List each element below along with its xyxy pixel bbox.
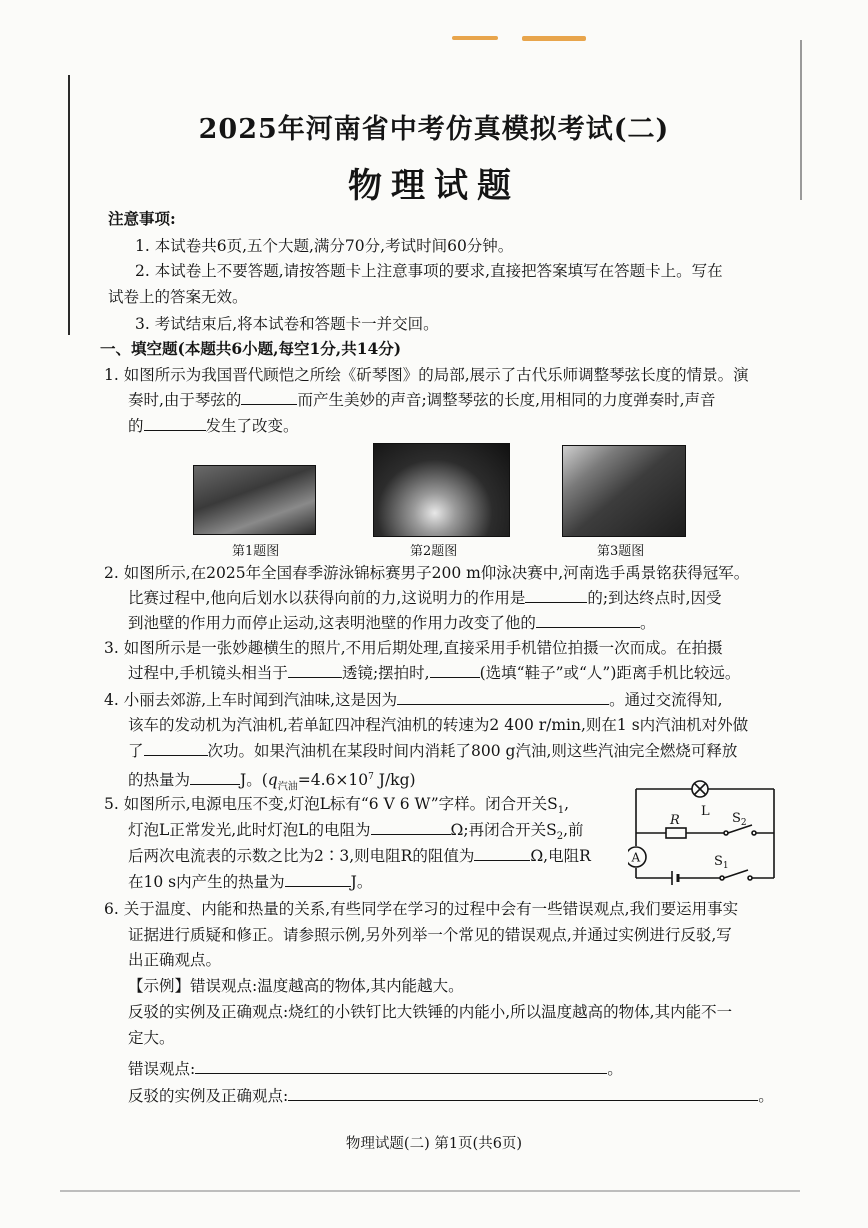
q4-line: 该车的发动机为汽油机,若单缸四冲程汽油机的转速为2 400 r/min,则在1 s内汽油机对外做: [128, 716, 749, 734]
q5-text: 后两次电流表的示数之比为2∶3,则电阻R的阻值为: [128, 847, 475, 865]
notes-heading: 注意事项:: [108, 209, 176, 228]
q3-text: 透镜;摆拍时,: [341, 664, 430, 682]
q5-line: [128, 845, 591, 867]
q1-line: [128, 389, 716, 411]
figure-3-caption: 第3题图: [597, 544, 645, 559]
q-subscript: 汽油: [277, 781, 298, 793]
q3-text: (选填“鞋子”或“人”)距离手机比较远。: [479, 664, 741, 682]
q4-exponent: 7: [368, 772, 374, 782]
section-heading: 一、填空题(本题共6小题,每空1分,共14分): [100, 339, 402, 358]
q6-text: 。: [758, 1087, 774, 1105]
circuit-diagram: [628, 775, 780, 891]
answer-blank[interactable]: [474, 845, 530, 861]
switch-contact: [752, 831, 756, 835]
q2-line: [128, 612, 655, 634]
q2-text: 的;到达终点时,因受: [587, 589, 722, 607]
answer-blank[interactable]: [190, 769, 240, 785]
resistor-label: R: [670, 813, 680, 828]
q5-subscript: 1: [557, 805, 565, 817]
q1-text: 发生了改变。: [205, 417, 299, 435]
answer-blank[interactable]: [525, 587, 587, 603]
page-bottom-edge: [60, 1190, 800, 1192]
exam-title: 2025年河南省中考仿真模拟考试(二): [198, 114, 670, 145]
q5-text: J。: [350, 873, 373, 891]
figure-3-photo: [562, 445, 686, 537]
q2-line: 2. 如图所示,在2025年全国春季游泳锦标赛男子200 m仰泳决赛中,河南选手禹景铭获得冠军。: [104, 564, 750, 582]
switch-s2-label: [732, 811, 747, 828]
figure-1-caption: 第1题图: [232, 544, 280, 559]
q6-text: 错误观点:: [128, 1060, 196, 1078]
note-3: 3. 考试结束后,将本试卷和答题卡一并交回。: [135, 315, 439, 333]
q6-text: 反驳的实例及正确观点:: [128, 1087, 289, 1105]
note-2: 2. 本试卷上不要答题,请按答题卡上注意事项的要求,直接把答案填写在答题卡上。写在: [135, 262, 723, 280]
q5-text: 在10 s内产生的热量为: [128, 873, 285, 891]
figure-2-photo: [373, 443, 510, 537]
switch-contact: [720, 876, 724, 880]
q5-line: [104, 793, 569, 822]
answer-blank[interactable]: [430, 662, 480, 678]
q4-text: 了: [128, 742, 144, 760]
q1-line: [128, 415, 299, 437]
q4-line: [128, 740, 737, 762]
q3-line: [128, 662, 740, 684]
q5-text: ,前: [563, 821, 584, 839]
q2-line: [128, 587, 722, 609]
switch-s1-subscript: 1: [722, 861, 729, 871]
q6-line: [128, 1058, 623, 1080]
q5-text: 灯泡L正常发光,此时灯泡L的电阻为: [128, 821, 371, 839]
figure-2-caption: 第2题图: [410, 544, 458, 559]
q4-text: 次功。如果汽油机在某段时间内消耗了800 g汽油,则这些汽油完全燃烧可释放: [207, 742, 738, 760]
subject-title: 物理试题: [348, 166, 520, 206]
switch-s1-letter: S: [714, 854, 723, 869]
q1-text: 而产生美妙的声音;调整琴弦的长度,用相同的力度弹奏时,声音: [297, 391, 716, 409]
q5-line: [128, 871, 372, 893]
answer-blank[interactable]: [371, 819, 451, 835]
lamp-label: L: [701, 804, 710, 819]
q6-text: 。: [607, 1060, 623, 1078]
q5-text: 5. 如图所示,电源电压不变,灯泡L标有“6 V 6 W”字样。闭合开关S: [104, 795, 558, 813]
q2-text: 到池壁的作用力而停止运动,这表明池壁的作用力改变了他的: [128, 614, 536, 632]
answer-blank[interactable]: [144, 740, 208, 756]
switch-s1-label: [714, 854, 729, 871]
q3-line: 3. 如图所示是一张妙趣横生的照片,不用后期处理,直接采用手机错位拍摄一次而成。在拍摄: [104, 639, 723, 657]
answer-blank[interactable]: [536, 612, 640, 628]
switch-s2-letter: S: [732, 811, 741, 826]
orange-mark: [522, 36, 586, 41]
q3-text: 过程中,手机镜头相当于: [128, 664, 288, 682]
q6-line: 证据进行质疑和修正。请参照示例,另外列举一个常见的错误观点,并通过实例进行反驳,写: [128, 926, 732, 944]
q5-text: ,: [564, 795, 570, 813]
resistor-icon: [666, 828, 686, 838]
switch-s2-subscript: 2: [740, 818, 747, 828]
q4-text: J。(: [240, 771, 268, 790]
q5-text: Ω,电阻R: [530, 847, 591, 865]
q5-line: [128, 819, 584, 848]
answer-blank[interactable]: [288, 662, 342, 678]
ammeter-label: A: [631, 850, 641, 865]
q1-text: 奏时,由于琴弦的: [128, 391, 242, 409]
switch-contact: [724, 831, 728, 835]
q6-example: 【示例】错误观点:温度越高的物体,其内能越大。: [128, 977, 464, 995]
q4-text: 的热量为: [128, 771, 191, 790]
q6-line: 反驳的实例及正确观点:烧红的小铁钉比大铁锤的内能小,所以温度越高的物体,其内能不一: [128, 1003, 733, 1021]
q4-text: 4. 小丽去郊游,上车时闻到汽油味,这是因为: [104, 691, 398, 709]
q1-line: 1. 如图所示为我国晋代顾恺之所绘《斫琴图》的局部,展示了古代乐师调整琴弦长度的情景。演: [104, 366, 749, 384]
orange-mark: [452, 36, 498, 40]
q6-line: [128, 1085, 774, 1107]
q1-text: 的: [128, 417, 144, 435]
note-2-cont: 试卷上的答案无效。: [108, 288, 248, 306]
answer-blank[interactable]: [397, 689, 609, 705]
q6-line: 定大。: [128, 1029, 175, 1047]
q4-text: 。通过交流得知,: [609, 691, 723, 709]
note-1: 1. 本试卷共6页,五个大题,满分70分,考试时间60分钟。: [135, 237, 514, 255]
q6-line: 出正确观点。: [128, 951, 222, 969]
q-symbol: q: [267, 771, 278, 790]
answer-blank[interactable]: [144, 415, 206, 431]
answer-blank[interactable]: [241, 389, 297, 405]
answer-blank[interactable]: [288, 1085, 758, 1101]
page-footer: 物理试题(二) 第1页(共6页): [345, 1136, 523, 1152]
q2-text: 比赛过程中,他向后划水以获得向前的力,这说明力的作用是: [128, 589, 526, 607]
switch-s1-blade: [724, 870, 748, 878]
q4-text: =4.6×10: [297, 771, 369, 790]
answer-blank[interactable]: [195, 1058, 607, 1074]
q5-text: Ω;再闭合开关S: [450, 821, 557, 839]
q6-line: 6. 关于温度、内能和热量的关系,有些同学在学习的过程中会有一些错误观点,我们要运用事实: [104, 900, 739, 918]
switch-contact: [748, 876, 752, 880]
q5-subscript: 2: [556, 831, 564, 843]
q4-line: [104, 689, 723, 711]
answer-blank[interactable]: [285, 871, 351, 887]
figure-1-photo: [193, 465, 316, 535]
q4-text: J/kg): [373, 771, 416, 790]
q2-text: 。: [639, 614, 656, 632]
